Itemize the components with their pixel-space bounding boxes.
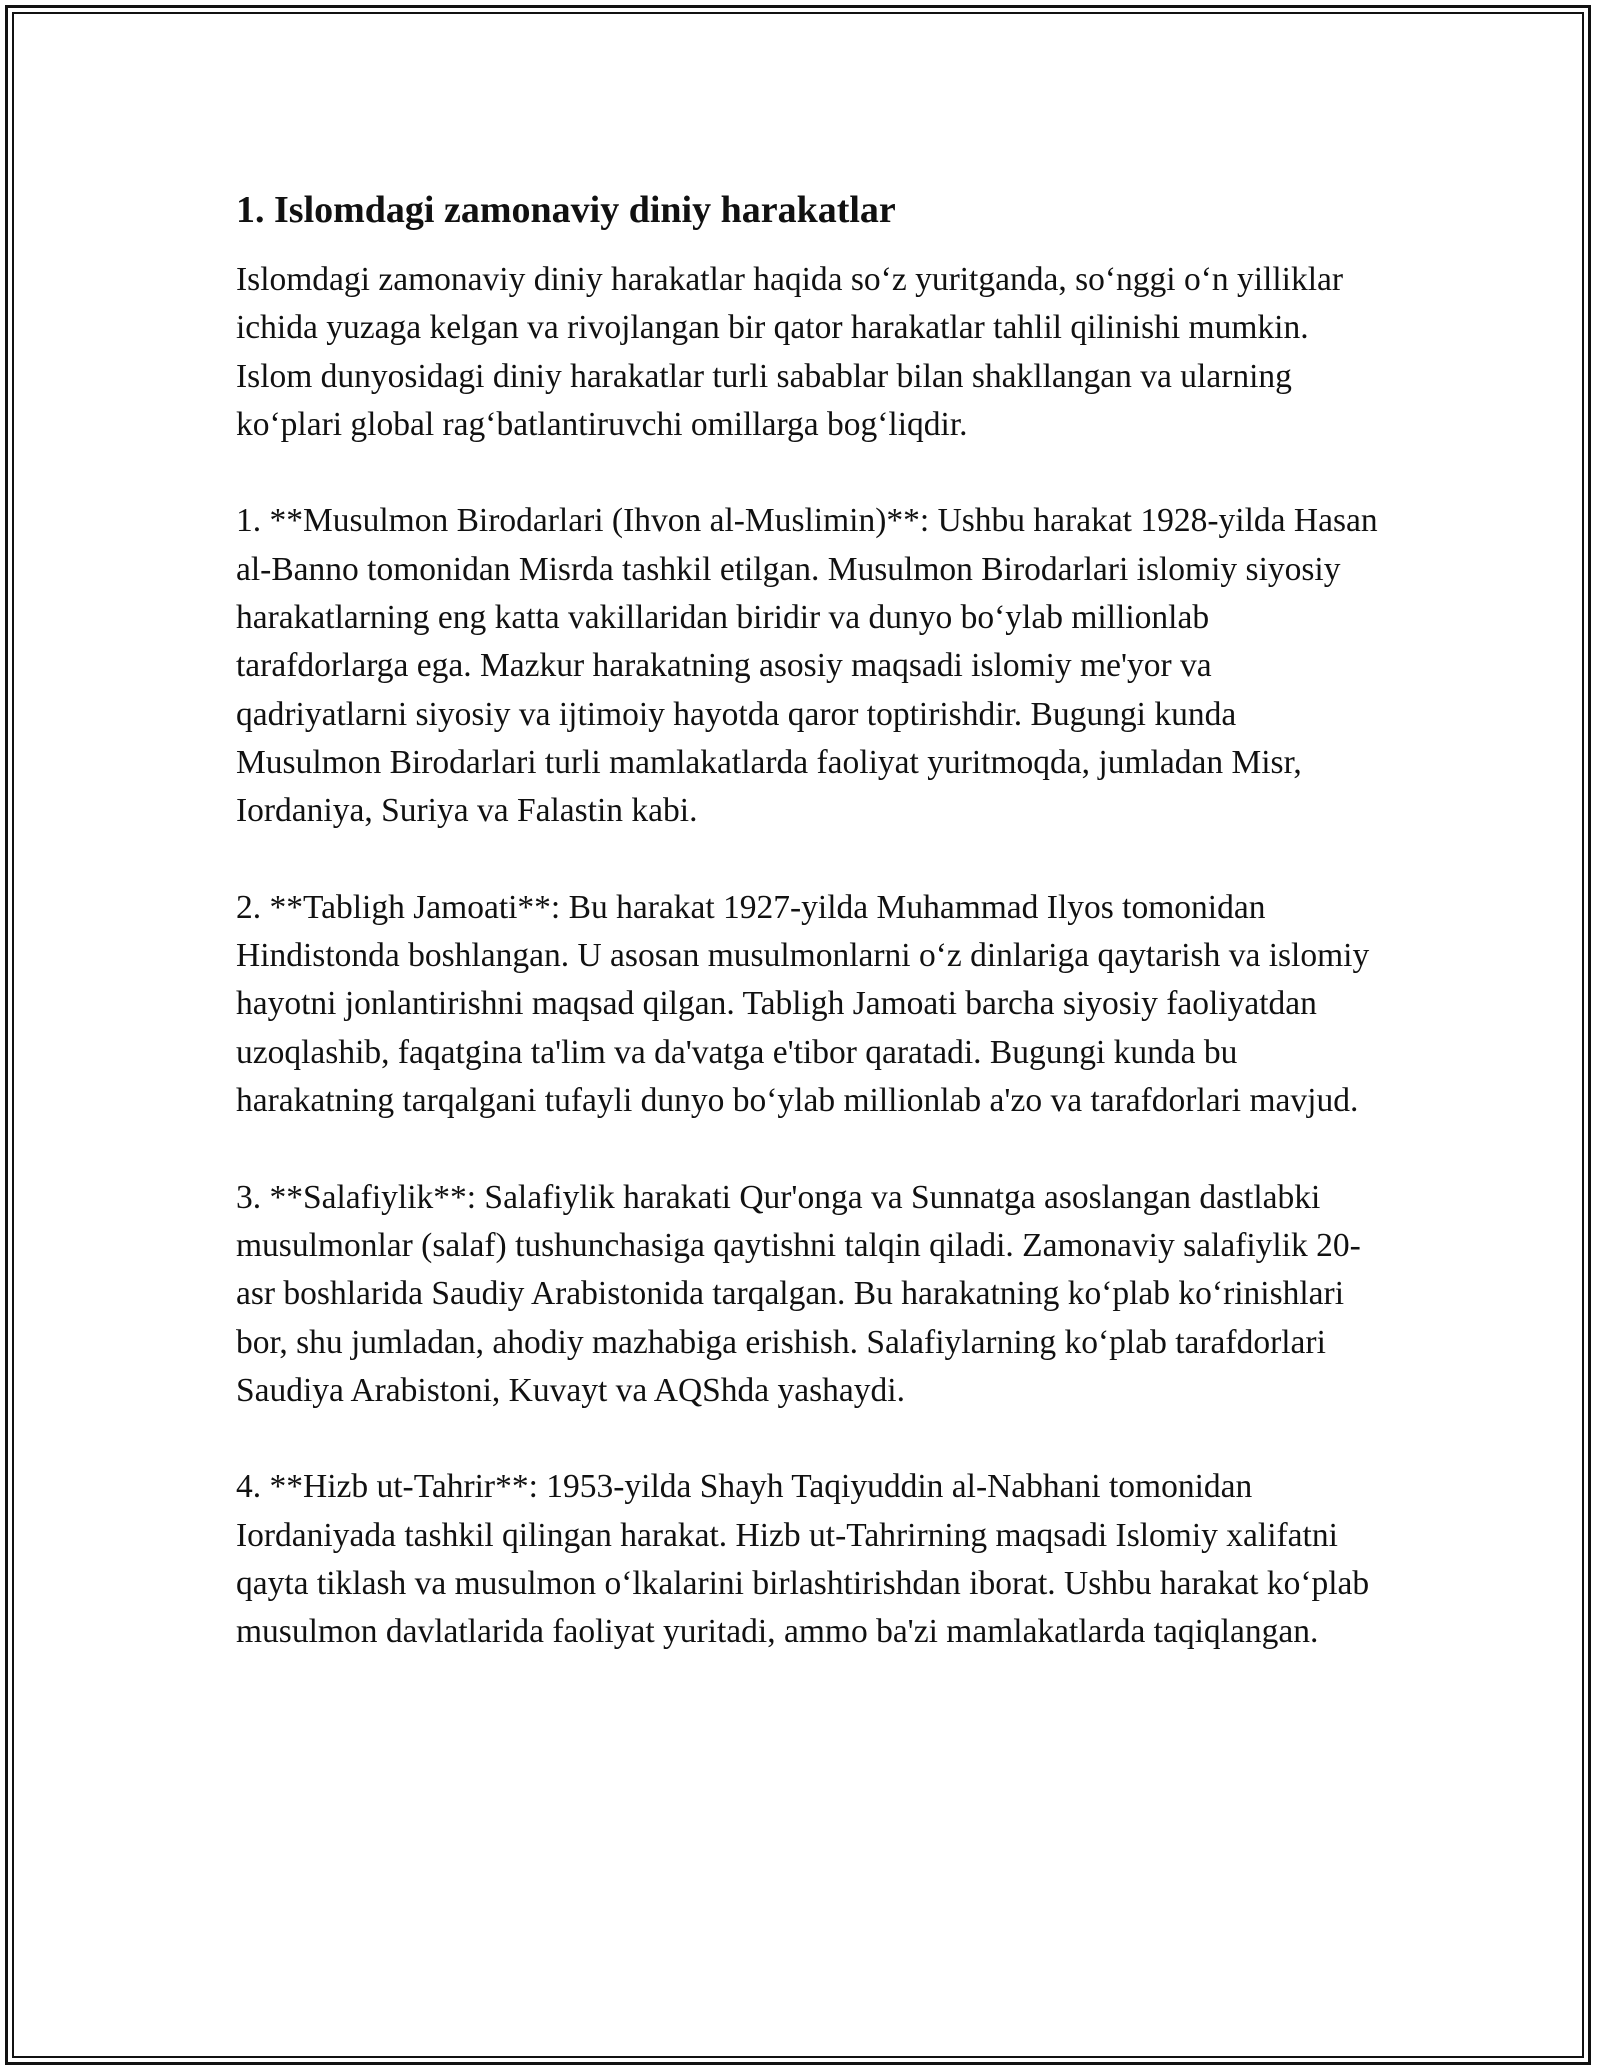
- section-heading: 1. Islomdagi zamonaviy diniy harakatlar: [236, 189, 896, 231]
- paragraph-salafiylik: 3. **Salafiylik**: Salafiylik harakati Qur'onga va Sunnatga asoslangan dastlabki musulmonlar (salaf) tushunchasiga qaytishni talqin qiladi. Zamonaviy salafiylik 20-asr boshlarida Saudiy Arabistonida tarqalgan. Bu harakatning ko‘plab ko‘rinishlari bor, shu jumladan, ahodiy mazhabiga erishish. Salafiylarning ko‘plab tarafdorlari Saudiya Arabistoni, Kuvayt va AQShda yashaydi.: [236, 1178, 1361, 1409]
- paragraph-muslim-brotherhood: 1. **Musulmon Birodarlari (Ihvon al-Muslimin)**: Ushbu harakat 1928-yilda Hasan al-Banno tomonidan Misrda tashkil etilgan. Musulmon Birodarlari islomiy siyosiy harakatlarning eng katta vakillaridan biridir va dunyo bo‘ylab millionlab tarafdorlarga ega. Mazkur harakatning asosiy maqsadi islomiy me'yor va qadriyatlarni siyosiy va ijtimoiy hayotda qaror toptirishdir. Bugungi kunda Musulmon Birodarlari turli mamlakatlarda faoliyat yuritmoqda, jumladan Misr, Iordaniya, Suriya va Falastin kabi.: [236, 502, 1378, 830]
- intro-paragraph: Islomdagi zamonaviy diniy harakatlar haqida so‘z yuritganda, so‘nggi o‘n yilliklar ichida yuzaga kelgan va rivojlangan bir qator harakatlar tahlil qilinishi mumkin. Islom dunyosidagi diniy harakatlar turli sabablar bilan shakllangan va ularning ko‘plari global rag‘batlantiruvchi omillarga bog‘liqdir.: [236, 261, 1344, 443]
- paragraph-hizb-ut-tahrir: 4. **Hizb ut-Tahrir**: 1953-yilda Shayh Taqiyuddin al-Nabhani tomonidan Iordaniyada tashkil qilingan harakat. Hizb ut-Tahrirning maqsadi Islomiy xalifatni qayta tiklash va musulmon o‘lkalarini birlashtirishdan iborat. Ushbu harakat ko‘plab musulmon davlatlarida faoliyat yuritadi, ammo ba'zi mamlakatlarda taqiqlangan.: [236, 1468, 1370, 1651]
- paragraph-tabligh-jamoati: 2. **Tabligh Jamoati**: Bu harakat 1927-yilda Muhammad Ilyos tomonidan Hindistonda boshlangan. U asosan musulmonlarni o‘z dinlariga qaytarish va islomiy hayotni jonlantirishni maqsad qilgan. Tabligh Jamoati barcha siyosiy faoliyatdan uzoqlashib, faqatgina ta'lim va da'vatga e'tibor qaratadi. Bugungi kunda bu harakatning tarqalgani tufayli dunyo bo‘ylab millionlab a'zo va tarafdorlari mavjud.: [236, 888, 1370, 1120]
- document-body: [236, 186, 1386, 1705]
